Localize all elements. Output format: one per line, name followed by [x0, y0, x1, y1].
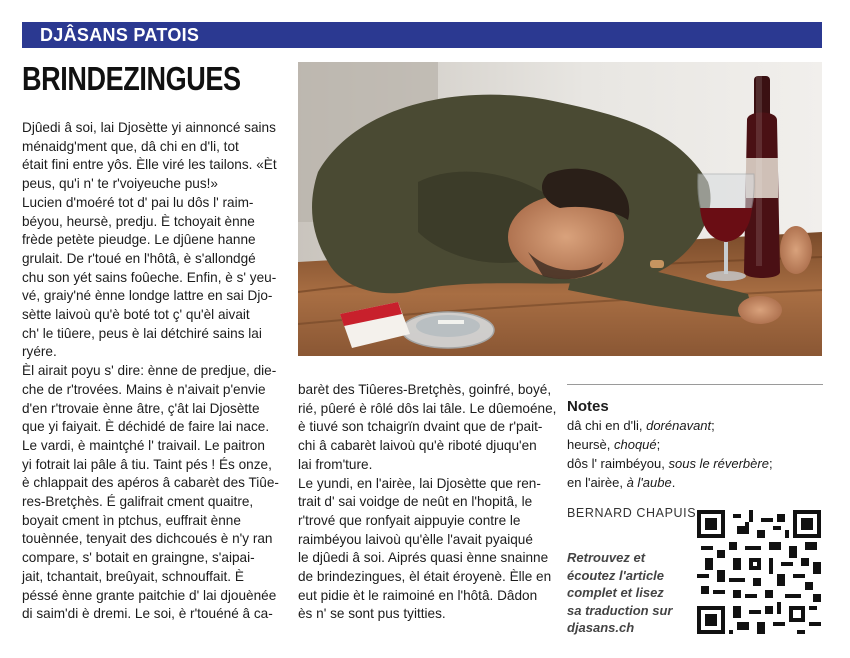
- note-item: [567, 416, 823, 435]
- rubric-label: DJÂSANS PATOIS: [40, 25, 200, 45]
- article-paragraph: Djûedi â soi, lai Djosètte yi ainnoncé sains ménaidg'ment que, dâ chi en d'li, tot était fini entre yôs. Èlle viré les tailons. «Èt peus, qu'i n' te r'voiyeuche pus!» Lucien d'moéré tot d' pai lu dôs l' raim- béyou, heursè, predju. È tchoyait ènne frède petète pieudge. Le djûene hanne grulait. De r'toué en l'hôtâ, è s'allondgé chu son yét sains foûeche. Enfin, è s' yeu- vé, graiy'né ènne londge lattre en sai Djo- sètte laivoù qu'è boté tot ç' qu'èl aivait ch' le tiûere, peus è lai détchiré sains lai ryére.: [22, 120, 277, 360]
- note-term: heursè,: [567, 437, 614, 452]
- note-term: en l'airèe,: [567, 475, 627, 490]
- promo-line: complet et lisez: [567, 585, 664, 600]
- article-title: BRINDEZINGUES: [22, 60, 241, 97]
- article-paragraph: barèt des Tiûeres-Bretçhès, goinfré, boyé, rié, pûeré è rôlé dôs lai tâle. Le dûemoéne, è tiuvé son tchaigrïn dvaint que de r'pait- chi â cabarèt laivoù qu'è riboté djuqu'en lai from'ture.: [298, 382, 557, 472]
- promo-text: [567, 549, 692, 637]
- note-item: [567, 454, 823, 473]
- note-meaning: sous le réverbère: [668, 456, 769, 471]
- article-column-1: [22, 119, 294, 624]
- article-column-2: [298, 381, 560, 624]
- article-photo: [298, 62, 822, 356]
- note-meaning: dorénavant: [646, 418, 712, 433]
- notes-box: [567, 384, 823, 492]
- note-meaning: à l'aube: [626, 475, 672, 490]
- note-term: dâ chi en d'li,: [567, 418, 647, 433]
- note-punct: ;: [768, 456, 773, 471]
- note-punct: ;: [656, 437, 661, 452]
- note-punct: .: [671, 475, 676, 490]
- note-term: dôs l' raimbéyou,: [567, 456, 669, 471]
- promo-line: écoutez l'article: [567, 567, 665, 583]
- note-item: [567, 435, 823, 454]
- article-paragraph: Èl airait poyu s' dire: ènne de predjue, die- che de r'trovées. Mains è n'aivait p'envie d'en r'trovaie ènne âtre, ç'ât lai Djosètte que yi faiyait. È déchidé de faire lai nace. Le vardi, è maintçhé l' traivail. Le paitron yi fotrait lai pâle â tiu. Taint pés ! És onze, è chlappait des apéros â cabarèt des Tiûe- res-Bretçhès. É galifrait cment quaitre, boyait cment ìn ptchus, euffrait ènne touènnée, tenyait des dichcoués è n'y ran compare, s' botait en graingne, s'aipai- jait, tchantait, breûyait, schnouffait. È péssé ènne grante paitchie d' lai djouènée di saim'di è dremi. Le soi, è r'touéné â ca-: [22, 363, 279, 622]
- rubric-banner: [22, 22, 822, 48]
- qr-code-icon[interactable]: [697, 510, 821, 634]
- note-punct: ;: [711, 418, 715, 433]
- article-paragraph: Le yundi, en l'airèe, lai Djosètte que ren- trait d' sai voidge de neût en l'hopitâ, le r'trové que ronfyait aippuyie contre le raimbéyou laivoù qu'èlle l'avait pyaiqué le djûedi â soi. Aiprés quasi ènne snainne de brindezingues, èl était éroyenè. Èlle en eut pidie èt le raimoiné en l'hôtâ. Dâdon ès n' se sont pus tyitties.: [298, 475, 552, 622]
- note-item: [567, 473, 823, 492]
- promo-line: sa traduction sur: [567, 602, 673, 618]
- notes-heading: Notes: [567, 398, 609, 415]
- promo-line: Retrouvez et: [567, 550, 646, 565]
- author-name: BERNARD CHAPUIS: [567, 506, 697, 520]
- note-meaning: choqué: [613, 437, 657, 452]
- drunk-man-illustration-icon: [298, 62, 822, 356]
- promo-link[interactable]: djasans.ch: [567, 620, 635, 635]
